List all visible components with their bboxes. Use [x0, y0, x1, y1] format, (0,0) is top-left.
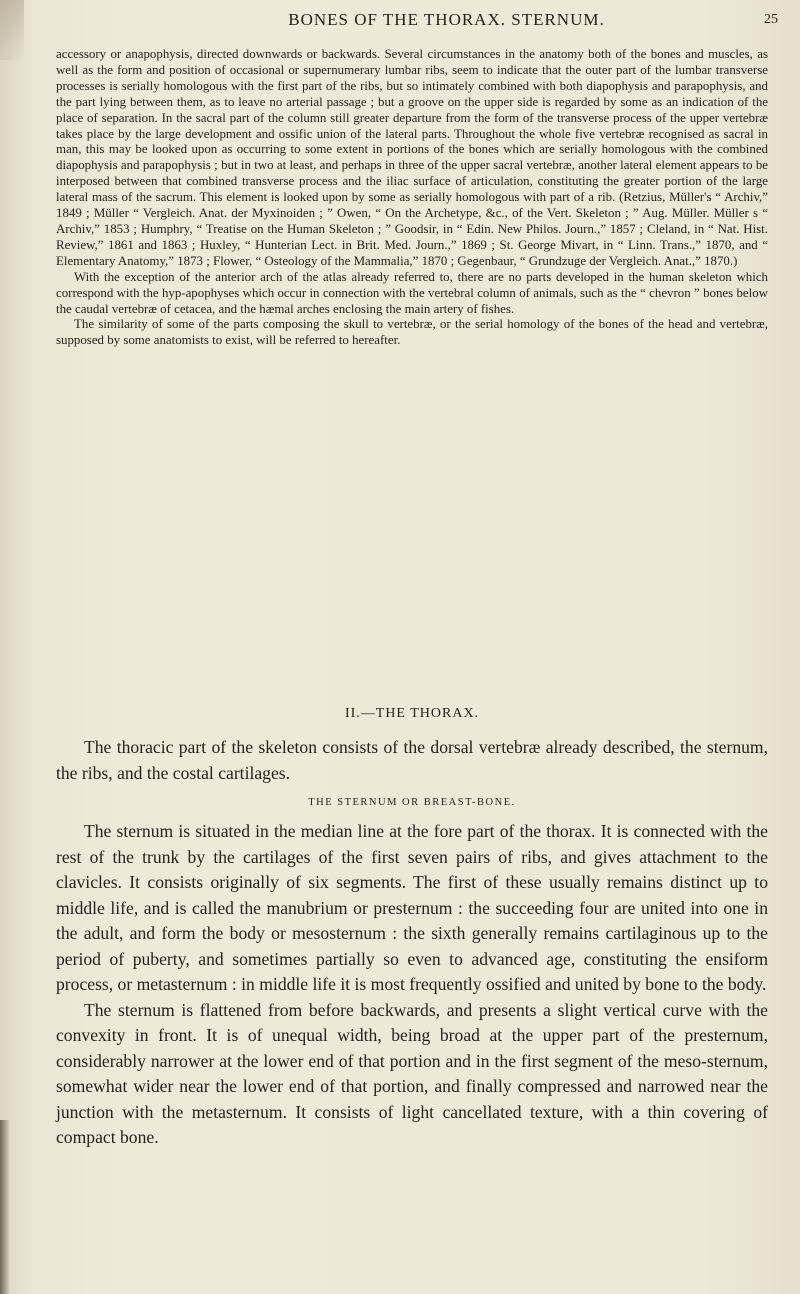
- paragraph: The similarity of some of the parts composing the skull to vertebræ, or the serial homology of the bones of the head and vertebræ, supposed by some anatomists to exist, will be referred to hereafter.: [56, 317, 768, 348]
- section-heading: II.—THE THORAX.: [344, 706, 480, 721]
- paragraph: The sternum is situated in the median line at the fore part of the thorax. It is connected with the rest of the trunk by the cartilages of the first seven pairs of ribs, and gives attachment to the clavicles. It consists originally of six segments. The first of these usually remains distinct up to middle life, and is called the manubrium or presternum : the succeeding four are united into one in the adult, and form the body or mesosternum : the sixth generally remains cartilaginous up to the period of puberty, and sometimes partially so even to advanced age, constituting the ensiform process, or metasternum : in middle life it is most frequently ossified and united by bone to the body.: [56, 821, 768, 994]
- page-edge-shadow: [0, 1120, 10, 1294]
- paragraph: The sternum is flattened from before backwards, and presents a slight vertical curve with the convexity in front. It is of unequal width, being broad at the upper part of the presternum, considerably narrower at the lower end of that portion and in the first segment of the meso-sternum, somewhat wider near the lower end of that portion, and finally compressed and narrowed near the junction with the metasternum. It consists of light cancellated texture, with a thin covering of compact bone.: [56, 999, 768, 1147]
- running-head: BONES OF THE THORAX. STERNUM.: [288, 10, 605, 29]
- paragraph: accessory or anapophysis, directed downwards or backwards. Several circumstances in the anatomy both of the bones and muscles, as well as the form and position of occasional or supernumerary lumbar ribs, seem to indicate that the outer part of the lumbar transverse processes is serially homologous with the first part of the ribs, but so intimately combined with both diapophysis and parapophysis, and the part lying between them, as to leave no arterial passage ; but a groove on the upper side is regarded by some as an indication of the place of separation. In the sacral part of the column still greater departure from the form of the transverse process of the upper vertebræ takes place by the large development and ossific union of the lateral parts. Throughout the whole five vertebræ recognised as sacral in man, this may be looked upon as occurring to some extent in portions of the bones which are serially homologous with the combined diapophysis and parapophysis ; but in two at least, and perhaps in three of the upper sacral vertebræ, another lateral element appears to be interposed between that combined transverse process and the iliac surface of articulation, constituting the greater portion of the large lateral mass of the sacrum. This element is looked upon by some as serially homologous with part of a rib. (Retzius, Müller's “ Archiv,” 1849 ; Müller “ Vergleich. Anat. der Myxinoiden ; ” Owen, “ On the Archetype, &c., of the Vert. Skeleton ; ” Aug. Müller. Müller s “ Archiv,” 1853 ; Humphry, “ Treatise on the Human Skeleton ; ” Goodsir, in “ Edin. New Philos. Journ.,” 1857 ; Cleland, in “ Nat. Hist. Review,” 1861 and 1863 ; Huxley, “ Hunterian Lect. in Brit. Med. Journ.,” 1869 ; St. George Mivart, in “ Linn. Trans.,” 1870, and “ Elementary Anatomy,” 1873 ; Flower, “ Osteology of the Mammalia,” 1870 ; Gegenbaur, “ Grundzuge der Vergleich. Anat.,” 1870.): [56, 47, 768, 268]
- paragraph: The thoracic part of the skeleton consists of the dorsal vertebræ already described, the sternum, the ribs, and the costal cartilages.: [56, 737, 768, 783]
- page-number: 25: [764, 12, 778, 27]
- main-text-section: [56, 735, 768, 1151]
- page-header: [115, 10, 778, 40]
- subheading: THE STERNUM OR BREAST-BONE.: [308, 797, 516, 808]
- page-edge-shadow: [0, 0, 24, 60]
- small-print-section: [56, 47, 768, 349]
- paragraph: With the exception of the anterior arch of the atlas already referred to, there are no parts developed in the human skeleton which correspond with the hyp-apophyses which occur in connection with the vertebral column of animals, such as the “ chevron ” bones below the caudal vertebræ of cetacea, and the hæmal arches enclosing the main artery of fishes.: [56, 269, 768, 316]
